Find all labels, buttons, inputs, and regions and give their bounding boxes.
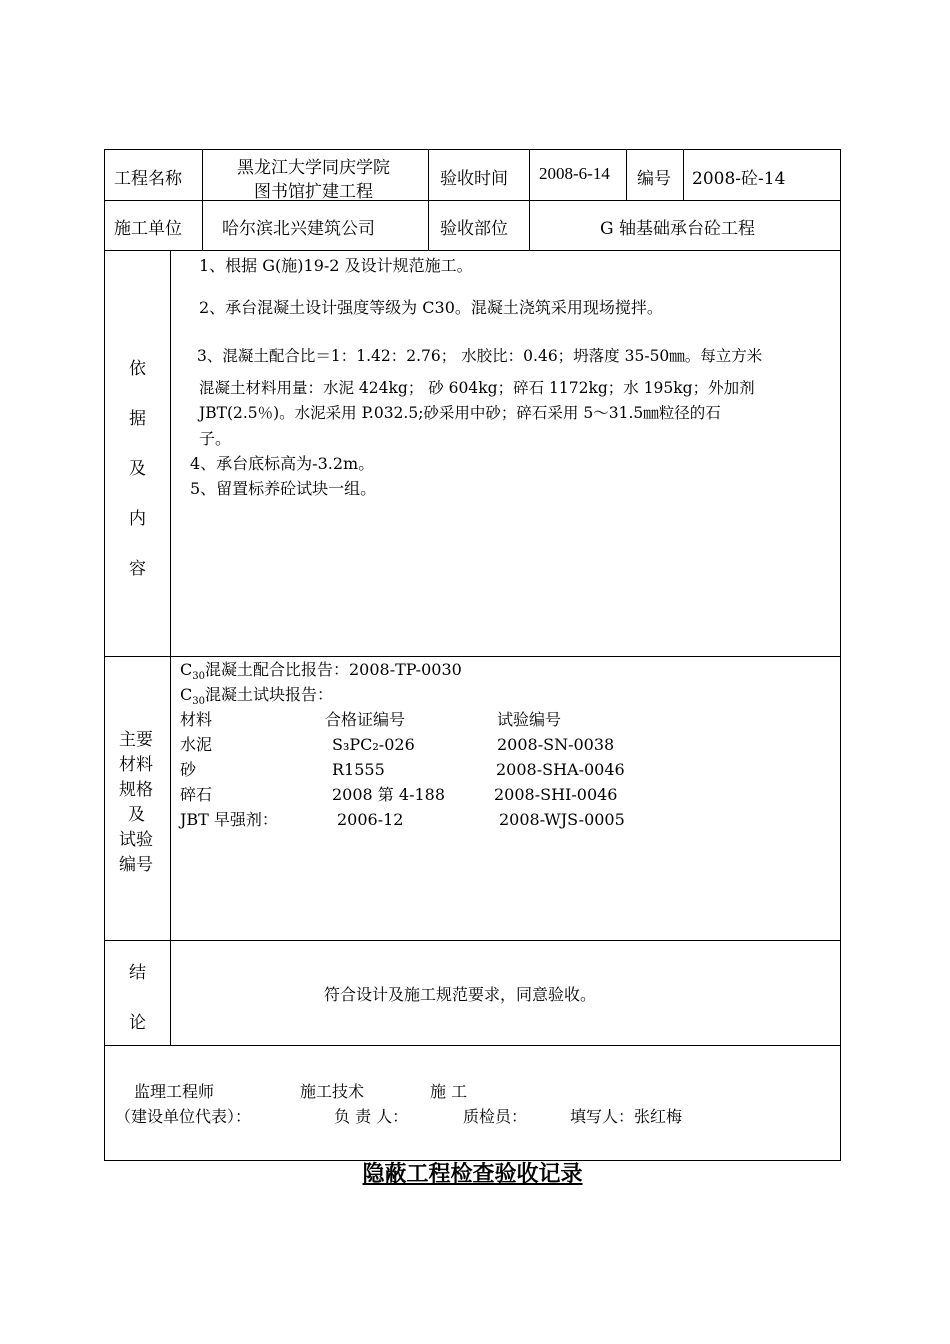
material-name: 砂 [180, 760, 197, 779]
materials-col-test: 试验编号 [497, 710, 562, 729]
record-number: 2008-砼-14 [692, 169, 786, 189]
mix-ratio-report: $C_{30}$混凝土配合比报告：2008-TP-0030 [180, 660, 462, 683]
basis-line: JBT(2.5％)。水泥采用 P.032.5;砂采用中砂；碎石采用 5～31.5㎜粒径的石 [199, 404, 721, 422]
basis-label-char: 依 [129, 359, 146, 379]
conclusion-label-char: 论 [129, 1013, 146, 1033]
conclusion-label-char: 结 [129, 963, 146, 983]
basis-line: 混凝土材料用量：水泥 424kg； 砂 604kg；碎石 1172kg；水 195kg；外加剂 [199, 379, 755, 397]
materials-col-material: 材料 [180, 710, 213, 729]
material-cert: R1555 [332, 760, 385, 779]
supervisor-subtitle: （建设单位代表）： [115, 1107, 252, 1126]
material-cert: 2006-12 [337, 810, 404, 829]
material-test: 2008-SHI-0046 [494, 785, 618, 804]
inspection-part-label: 验收部位 [440, 219, 508, 239]
material-name: JBT 早强剂： [180, 810, 278, 829]
basis-label-char: 及 [129, 459, 146, 479]
project-name-line2: 图书馆扩建工程 [254, 182, 373, 202]
conclusion-text: 符合设计及施工规范要求，同意验收。 [324, 985, 597, 1004]
test-block-report: $C_{30}$混凝土试块报告： [180, 685, 333, 708]
col-divider-label [202, 149, 203, 250]
supervisor-title: 监理工程师 [134, 1082, 215, 1101]
quality-inspector: 质检员： [463, 1107, 528, 1126]
col-divider-number [683, 149, 684, 200]
basis-line: 3、混凝土配合比＝1：1.42：2.76； 水胶比：0.46；坍落度 35-50㎜。每立方米 [197, 347, 763, 365]
basis-line: 5、留置标养砼试块一组。 [190, 479, 377, 498]
material-test: 2008-SHA-0046 [496, 760, 625, 779]
materials-label-line: 试验 [119, 830, 153, 850]
material-test: 2008-WJS-0005 [499, 810, 625, 829]
materials-label-line: 规格 [119, 780, 153, 800]
inspection-time: 2008-6-14 [539, 164, 610, 183]
material-cert: 2008 第 4-188 [332, 785, 446, 804]
row-divider-1 [104, 200, 841, 201]
row-divider-2 [104, 250, 841, 251]
inspection-part: G 轴基础承台砼工程 [600, 219, 755, 239]
materials-label-line: 主要 [119, 730, 153, 750]
basis-line: 子。 [199, 429, 232, 448]
tech-lead-title: 施工技术 [300, 1082, 365, 1101]
filler-name: 填写人：张红梅 [570, 1107, 683, 1126]
number-label: 编号 [637, 169, 671, 189]
material-test: 2008-SN-0038 [497, 735, 615, 754]
material-cert: S₃PC₂-026 [332, 735, 415, 754]
materials-col-cert: 合格证编号 [325, 710, 406, 729]
col-divider-section-label [170, 250, 171, 1045]
contractor-label: 施工单位 [114, 219, 182, 239]
basis-line: 1、根据 G(施)19-2 及设计规范施工。 [199, 256, 473, 275]
project-name-line1: 黑龙江大学同庆学院 [237, 158, 390, 178]
basis-label-char: 据 [129, 409, 146, 429]
col-divider-value [428, 149, 429, 250]
basis-line: 2、承台混凝土设计强度等级为 C30。混凝土浇筑采用现场搅拌。 [199, 298, 663, 317]
material-name: 水泥 [180, 735, 213, 754]
materials-label-line: 及 [128, 805, 145, 825]
table-border-right [840, 149, 841, 1161]
inspection-time-label: 验收时间 [440, 169, 508, 189]
basis-line: 4、承台底标高为-3.2m。 [190, 454, 375, 473]
tech-lead-subtitle: 负 责 人： [334, 1107, 409, 1126]
table-border-left [104, 149, 105, 1161]
document-title: 隐蔽工程检查验收记录 [362, 1161, 583, 1187]
table-border-top [104, 149, 841, 150]
construction-title: 施 工 [430, 1082, 468, 1101]
row-divider-4 [104, 940, 841, 941]
project-name-label: 工程名称 [114, 169, 182, 189]
materials-label-line: 编号 [119, 855, 153, 875]
basis-label-char: 容 [129, 559, 146, 579]
contractor-name: 哈尔滨北兴建筑公司 [222, 219, 375, 239]
row-divider-5 [104, 1045, 841, 1046]
materials-label-line: 材料 [119, 755, 153, 775]
col-divider-label2 [529, 149, 530, 250]
basis-label-char: 内 [129, 509, 146, 529]
col-divider-date [626, 149, 627, 200]
material-name: 碎石 [180, 785, 213, 804]
